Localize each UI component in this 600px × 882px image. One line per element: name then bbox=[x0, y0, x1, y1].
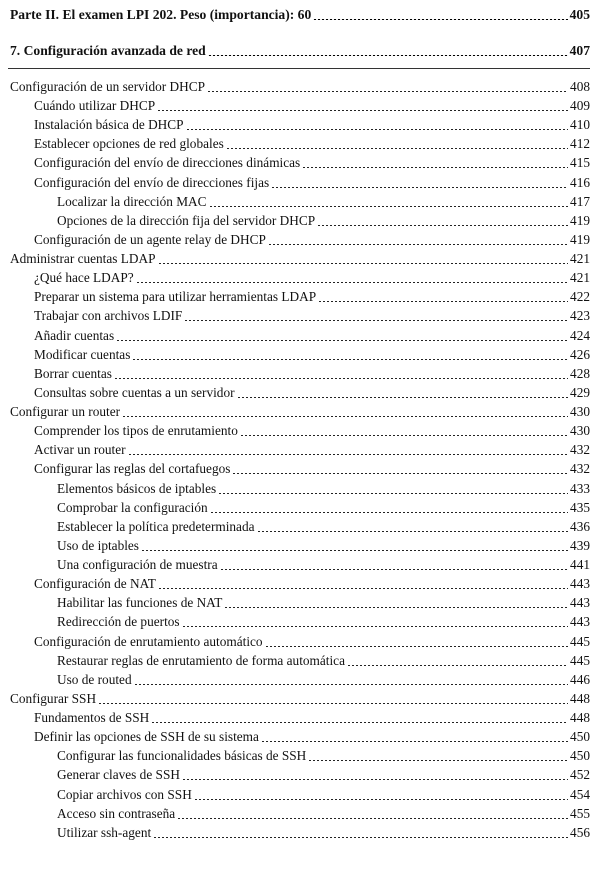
toc-entry bbox=[0, 116, 600, 134]
dot-leader bbox=[186, 129, 568, 130]
entry-page: 421 bbox=[570, 270, 590, 285]
dot-leader bbox=[207, 91, 568, 92]
entry-title: Restaurar reglas de enrutamiento de forma automática bbox=[57, 653, 345, 668]
dot-leader bbox=[98, 703, 568, 704]
toc-entry bbox=[0, 556, 600, 574]
entry-title: ¿Qué hace LDAP? bbox=[34, 270, 134, 285]
entry-title: Utilizar ssh-agent bbox=[57, 825, 152, 840]
toc-entry bbox=[0, 441, 600, 459]
dot-leader bbox=[209, 206, 569, 207]
dot-leader bbox=[134, 684, 568, 685]
toc-entry bbox=[0, 307, 600, 325]
entry-title: Una configuración de muestra bbox=[57, 557, 218, 572]
entry-title: Establecer la política predeterminada bbox=[57, 519, 255, 534]
entry-title: Uso de iptables bbox=[57, 538, 139, 553]
entry-page: 410 bbox=[570, 117, 590, 132]
toc-entry bbox=[0, 652, 600, 670]
entry-title: Generar claves de SSH bbox=[57, 767, 180, 782]
entry-page: 417 bbox=[570, 194, 590, 209]
toc-entry bbox=[0, 422, 600, 440]
entry-title: 7. Configuración avanzada de red bbox=[10, 43, 206, 58]
entry-title: Preparar un sistema para utilizar herramientas LDAP bbox=[34, 289, 317, 304]
dot-leader bbox=[116, 340, 568, 341]
entry-title: Uso de routed bbox=[57, 672, 132, 687]
entry-title: Comprobar la configuración bbox=[57, 500, 208, 515]
toc-entry bbox=[0, 766, 600, 784]
entry-page: 446 bbox=[570, 672, 590, 687]
entry-title: Localizar la dirección MAC bbox=[57, 194, 207, 209]
entry-title: Comprender los tipos de enrutamiento bbox=[34, 423, 238, 438]
entry-title: Trabajar con archivos LDIF bbox=[34, 308, 183, 323]
dot-leader bbox=[271, 187, 568, 188]
entry-title: Habilitar las funciones de NAT bbox=[57, 595, 223, 610]
entry-page: 439 bbox=[570, 538, 590, 553]
entry-page: 421 bbox=[570, 251, 590, 266]
entry-title: Configuración de NAT bbox=[34, 576, 156, 591]
toc-entry bbox=[0, 460, 600, 478]
toc-entry-part bbox=[0, 6, 600, 24]
entry-page: 448 bbox=[570, 691, 590, 706]
dot-leader bbox=[261, 741, 568, 742]
toc-entry bbox=[0, 824, 600, 842]
entry-title: Activar un router bbox=[34, 442, 126, 457]
toc-entry bbox=[0, 575, 600, 593]
toc-entry bbox=[0, 78, 600, 96]
entry-page: 419 bbox=[570, 213, 590, 228]
dot-leader bbox=[128, 454, 568, 455]
toc-entry bbox=[0, 518, 600, 536]
entry-title: Establecer opciones de red globales bbox=[34, 136, 224, 151]
dot-leader bbox=[158, 588, 568, 589]
entry-page: 426 bbox=[570, 347, 590, 362]
dot-leader bbox=[268, 244, 568, 245]
entry-page: 432 bbox=[570, 461, 590, 476]
toc-entry bbox=[0, 97, 600, 115]
toc-entry bbox=[0, 327, 600, 345]
toc-entry bbox=[0, 250, 600, 268]
entry-title: Definir las opciones de SSH de su sistema bbox=[34, 729, 259, 744]
dot-leader bbox=[265, 646, 568, 647]
entry-page: 443 bbox=[570, 595, 590, 610]
dot-leader bbox=[237, 397, 569, 398]
entry-title: Configurar las funcionalidades básicas de SSH bbox=[57, 748, 307, 763]
entry-page: 452 bbox=[570, 767, 590, 782]
entry-page: 436 bbox=[570, 519, 590, 534]
entry-title: Añadir cuentas bbox=[34, 328, 115, 343]
entry-title: Consultas sobre cuentas a un servidor bbox=[34, 385, 235, 400]
dot-leader bbox=[220, 569, 568, 570]
entry-page: 450 bbox=[570, 729, 590, 744]
dot-leader bbox=[218, 493, 568, 494]
entry-page: 412 bbox=[570, 136, 590, 151]
entry-page: 443 bbox=[570, 576, 590, 591]
entry-title: Configurar SSH bbox=[10, 691, 97, 706]
dot-leader bbox=[210, 512, 568, 513]
dot-leader bbox=[224, 607, 568, 608]
entry-page: 416 bbox=[570, 175, 590, 190]
toc-entry bbox=[0, 671, 600, 689]
entry-page: 428 bbox=[570, 366, 590, 381]
entry-title: Fundamentos de SSH bbox=[34, 710, 150, 725]
toc-entry bbox=[0, 154, 600, 172]
entry-title: Redirección de puertos bbox=[57, 614, 180, 629]
toc-entry bbox=[0, 384, 600, 402]
dot-leader bbox=[302, 167, 568, 168]
entry-page: 422 bbox=[570, 289, 590, 304]
entry-title: Opciones de la dirección fija del servidor DHCP bbox=[57, 213, 316, 228]
dot-leader bbox=[122, 416, 568, 417]
dot-leader bbox=[182, 779, 568, 780]
dot-leader bbox=[313, 19, 567, 20]
toc-entry bbox=[0, 613, 600, 631]
toc-entry bbox=[0, 403, 600, 421]
toc-entry bbox=[0, 747, 600, 765]
toc-entry bbox=[0, 174, 600, 192]
dot-leader bbox=[157, 110, 568, 111]
entry-page: 448 bbox=[570, 710, 590, 725]
entry-page: 443 bbox=[570, 614, 590, 629]
entry-page: 445 bbox=[570, 634, 590, 649]
entry-page: 409 bbox=[570, 98, 590, 113]
toc-entry bbox=[0, 346, 600, 364]
dot-leader bbox=[240, 435, 568, 436]
toc-entry bbox=[0, 786, 600, 804]
dot-leader bbox=[158, 263, 569, 264]
entry-page: 430 bbox=[570, 423, 590, 438]
entry-title: Configuración de un agente relay de DHCP bbox=[34, 232, 266, 247]
entry-page: 456 bbox=[570, 825, 590, 840]
entry-title: Configuración de enrutamiento automático bbox=[34, 634, 263, 649]
entry-title: Elementos básicos de iptables bbox=[57, 481, 217, 496]
entry-page: 415 bbox=[570, 155, 590, 170]
toc-entry bbox=[0, 709, 600, 727]
entry-page: 407 bbox=[569, 43, 590, 58]
dot-leader bbox=[232, 473, 568, 474]
dot-leader bbox=[182, 626, 568, 627]
entry-page: 419 bbox=[570, 232, 590, 247]
dot-leader bbox=[308, 760, 568, 761]
entry-title: Configurar un router bbox=[10, 404, 121, 419]
entry-page: 424 bbox=[570, 328, 590, 343]
dot-leader bbox=[141, 550, 568, 551]
toc-entry bbox=[0, 212, 600, 230]
entry-title: Instalación básica de DHCP bbox=[34, 117, 184, 132]
toc-entry bbox=[0, 728, 600, 746]
toc-entry bbox=[0, 499, 600, 517]
entry-title: Copiar archivos con SSH bbox=[57, 787, 192, 802]
entry-title: Acceso sin contraseña bbox=[57, 806, 176, 821]
entry-title: Cuándo utilizar DHCP bbox=[34, 98, 156, 113]
entry-title: Administrar cuentas LDAP bbox=[10, 251, 156, 266]
dot-leader bbox=[114, 378, 568, 379]
entry-title: Borrar cuentas bbox=[34, 366, 112, 381]
chapter-divider bbox=[8, 68, 590, 69]
dot-leader bbox=[257, 531, 569, 532]
toc-entry bbox=[0, 805, 600, 823]
dot-leader bbox=[153, 837, 568, 838]
toc-entry bbox=[0, 480, 600, 498]
entry-page: 445 bbox=[570, 653, 590, 668]
entry-page: 432 bbox=[570, 442, 590, 457]
entry-title: Configuración del envío de direcciones fijas bbox=[34, 175, 270, 190]
entry-title: Configuración de un servidor DHCP bbox=[10, 79, 205, 94]
entry-page: 405 bbox=[569, 7, 590, 22]
dot-leader bbox=[194, 799, 568, 800]
dot-leader bbox=[132, 359, 568, 360]
dot-leader bbox=[151, 722, 568, 723]
toc-entry-chapter bbox=[0, 42, 600, 60]
toc-entry bbox=[0, 365, 600, 383]
entry-page: 433 bbox=[570, 481, 590, 496]
entry-title: Configurar las reglas del cortafuegos bbox=[34, 461, 231, 476]
toc-entry bbox=[0, 231, 600, 249]
entry-title: Parte II. El examen LPI 202. Peso (importancia): 60 bbox=[10, 7, 312, 22]
dot-leader bbox=[177, 818, 568, 819]
entry-page: 408 bbox=[570, 79, 590, 94]
entry-page: 430 bbox=[570, 404, 590, 419]
toc-entry bbox=[0, 269, 600, 287]
entry-title: Modificar cuentas bbox=[34, 347, 131, 362]
entry-page: 454 bbox=[570, 787, 590, 802]
toc-entry bbox=[0, 537, 600, 555]
entry-page: 450 bbox=[570, 748, 590, 763]
dot-leader bbox=[208, 55, 568, 56]
dot-leader bbox=[136, 282, 568, 283]
toc-entry bbox=[0, 690, 600, 708]
dot-leader bbox=[317, 225, 568, 226]
entry-page: 423 bbox=[570, 308, 590, 323]
toc-entry bbox=[0, 288, 600, 306]
toc-entry bbox=[0, 135, 600, 153]
entry-page: 441 bbox=[570, 557, 590, 572]
entry-page: 429 bbox=[570, 385, 590, 400]
entry-title: Configuración del envío de direcciones dinámicas bbox=[34, 155, 301, 170]
dot-leader bbox=[318, 301, 568, 302]
toc-entry bbox=[0, 193, 600, 211]
toc-entry bbox=[0, 633, 600, 651]
dot-leader bbox=[226, 148, 568, 149]
entry-page: 455 bbox=[570, 806, 590, 821]
dot-leader bbox=[347, 665, 568, 666]
entry-page: 435 bbox=[570, 500, 590, 515]
toc-entry bbox=[0, 594, 600, 612]
dot-leader bbox=[184, 320, 568, 321]
